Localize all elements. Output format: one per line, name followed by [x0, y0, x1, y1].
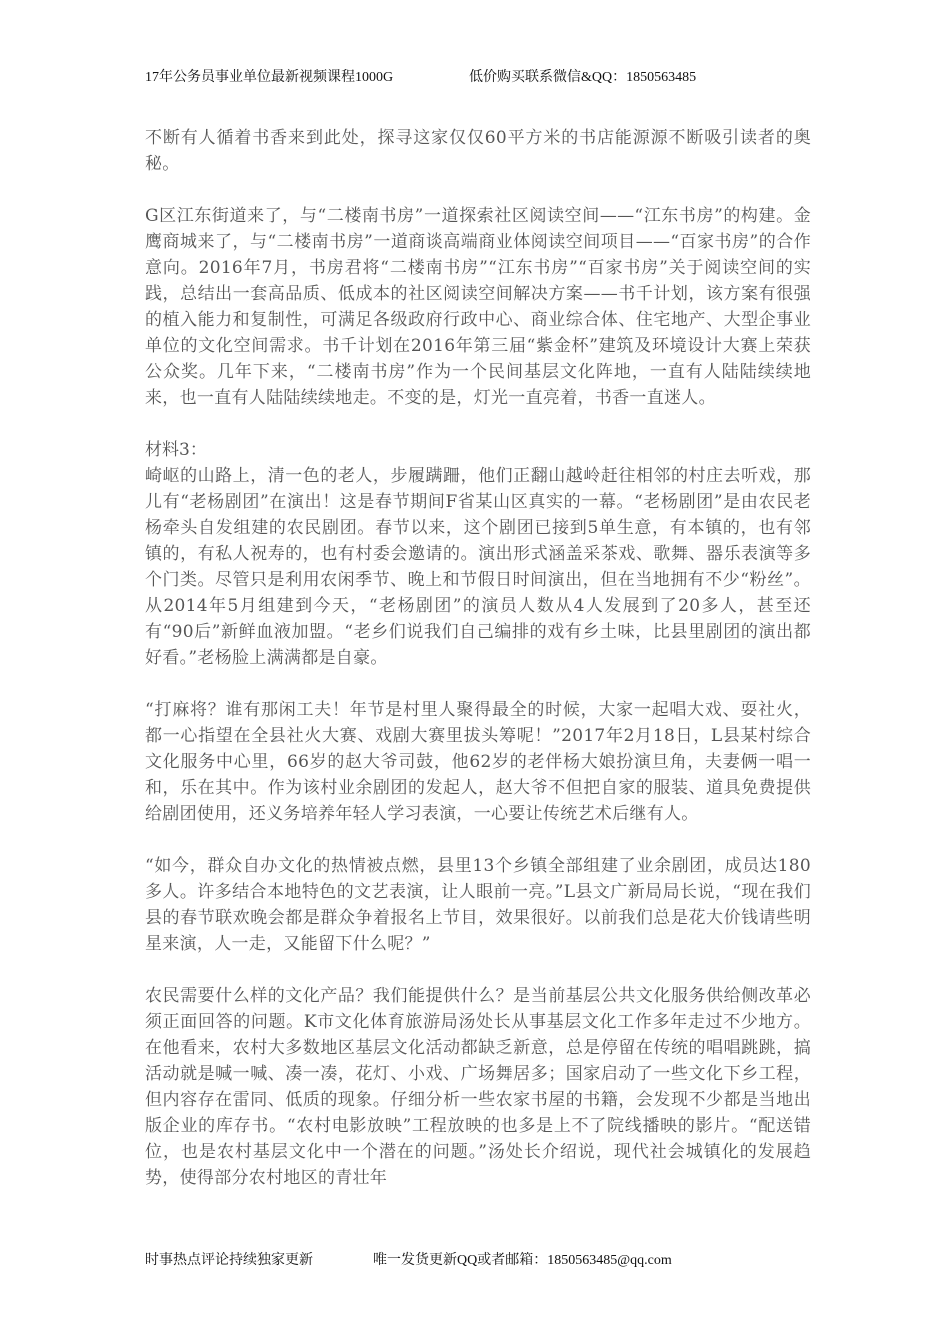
header-contact: 低价购买联系微信&QQ：1850563485 — [469, 70, 697, 85]
paragraph-bookstore-secret: 不断有人循着书香来到此处，探寻这家仅仅60平方米的书店能源源不断吸引读者的奥秘。 — [145, 128, 811, 174]
footer-news-note: 时事热点评论持续独家更新 — [145, 1253, 313, 1268]
paragraph-cultural-products: 农民需要什么样的文化产品？我们能提供什么？是当前基层公共文化服务供给侧改革必须正面回答的问题。K市文化体育旅游局汤处长从事基层文化工作多年走过不少地方。在他看来，农村大多数地区基层文化活动都缺乏新意，总是停留在传统的唱唱跳跳，搞活动就是喊一喊、凑一凑，花灯、小戏、广场舞居多；国家启动了一些文化下乡工程，但内容存在雷同、低质的现象。仔细分析一些农家书屋的书籍，会发现不少都是当地出版企业的库存书。“农村电影放映”工程放映的也多是上不了院线播映的影片。“配送错位，也是农村基层文化中一个潜在的问题。”汤处长介绍说，现代社会城镇化的发展趋势，使得部分农村地区的青壮年 — [145, 986, 811, 1188]
page-header — [145, 66, 825, 88]
paragraph-laoyang-troupe: 崎岖的山路上，清一色的老人，步履蹒跚，他们正翻山越岭赶往相邻的村庄去听戏，那儿有“老杨剧团”在演出！这是春节期间F省某山区真实的一幕。“老杨剧团”是由农民老杨牵头自发组建的农民剧团。春节以来，这个剧团已接到5单生意，有本镇的，也有邻镇的，有私人祝寿的，也有村委会邀请的。演出形式涵盖采茶戏、歌舞、器乐表演等多个门类。尽管只是利用农闲季节、晚上和节假日时间演出，但在当地拥有不少“粉丝”。从2014年5月组建到今天，“老杨剧团”的演员人数从4人发展到了20多人，甚至还有“90后”新鲜血液加盟。“老乡们说我们自己编排的戏有乡土味，比县里剧团的演出都好看。”老杨脸上满满都是自豪。 — [145, 466, 811, 668]
header-course-note: 17年公务员事业单位最新视频课程1000G — [145, 70, 394, 85]
material-3-label: 材料3： — [145, 440, 207, 460]
paragraph-jiangdong-study: G区江东街道来了，与“二楼南书房”一道探索社区阅读空间——“江东书房”的构建。金鹰商城来了，与“二楼南书房”一道商谈高端商业体阅读空间项目——“百家书房”的合作意向。2016年7月，书房君将“二楼南书房”“江东书房”“百家书房”关于阅读空间的实践，总结出一套高品质、低成本的社区阅读空间解决方案——书千计划，该方案有很强的植入能力和复制性，可满足各级政府行政中心、商业综合体、住宅地产、大型企事业单位的文化空间需求。书千计划在2016年第三届“紫金杯”建筑及环境设计大赛上荣获公众奖。几年下来，“二楼南书房”作为一个民间基层文化阵地，一直有人陆陆续续地来，也一直有人陆陆续续地走。不变的是，灯光一直亮着，书香一直迷人。 — [145, 206, 811, 408]
page-footer — [145, 1249, 825, 1271]
document-body — [145, 125, 811, 1191]
paragraph-mahjong-quote: “打麻将？谁有那闲工夫！年节是村里人聚得最全的时候，大家一起唱大戏、耍社火，都一心指望在全县社火大赛、戏剧大赛里拔头筹呢！”2017年2月18日，L县某村综合文化服务中心里，66岁的赵大爷司鼓，他62岁的老伴杨大娘扮演旦角，夫妻俩一唱一和，乐在其中。作为该村业余剧团的发起人，赵大爷不但把自家的服装、道具免费提供给剧团使用，还义务培养年轻人学习表演，一心要让传统艺术后继有人。 — [145, 700, 811, 824]
paragraph-county-troupes: “如今，群众自办文化的热情被点燃，县里13个乡镇全部组建了业余剧团，成员达180多人。许多结合本地特色的文艺表演，让人眼前一亮。”L县文广新局局长说，“现在我们县的春节联欢晚会都是群众争着报名上节目，效果很好。以前我们总是花大价钱请些明星来演，人一走，又能留下什么呢？” — [145, 856, 811, 954]
footer-contact: 唯一发货更新QQ或者邮箱：1850563485@qq.com — [373, 1253, 672, 1268]
